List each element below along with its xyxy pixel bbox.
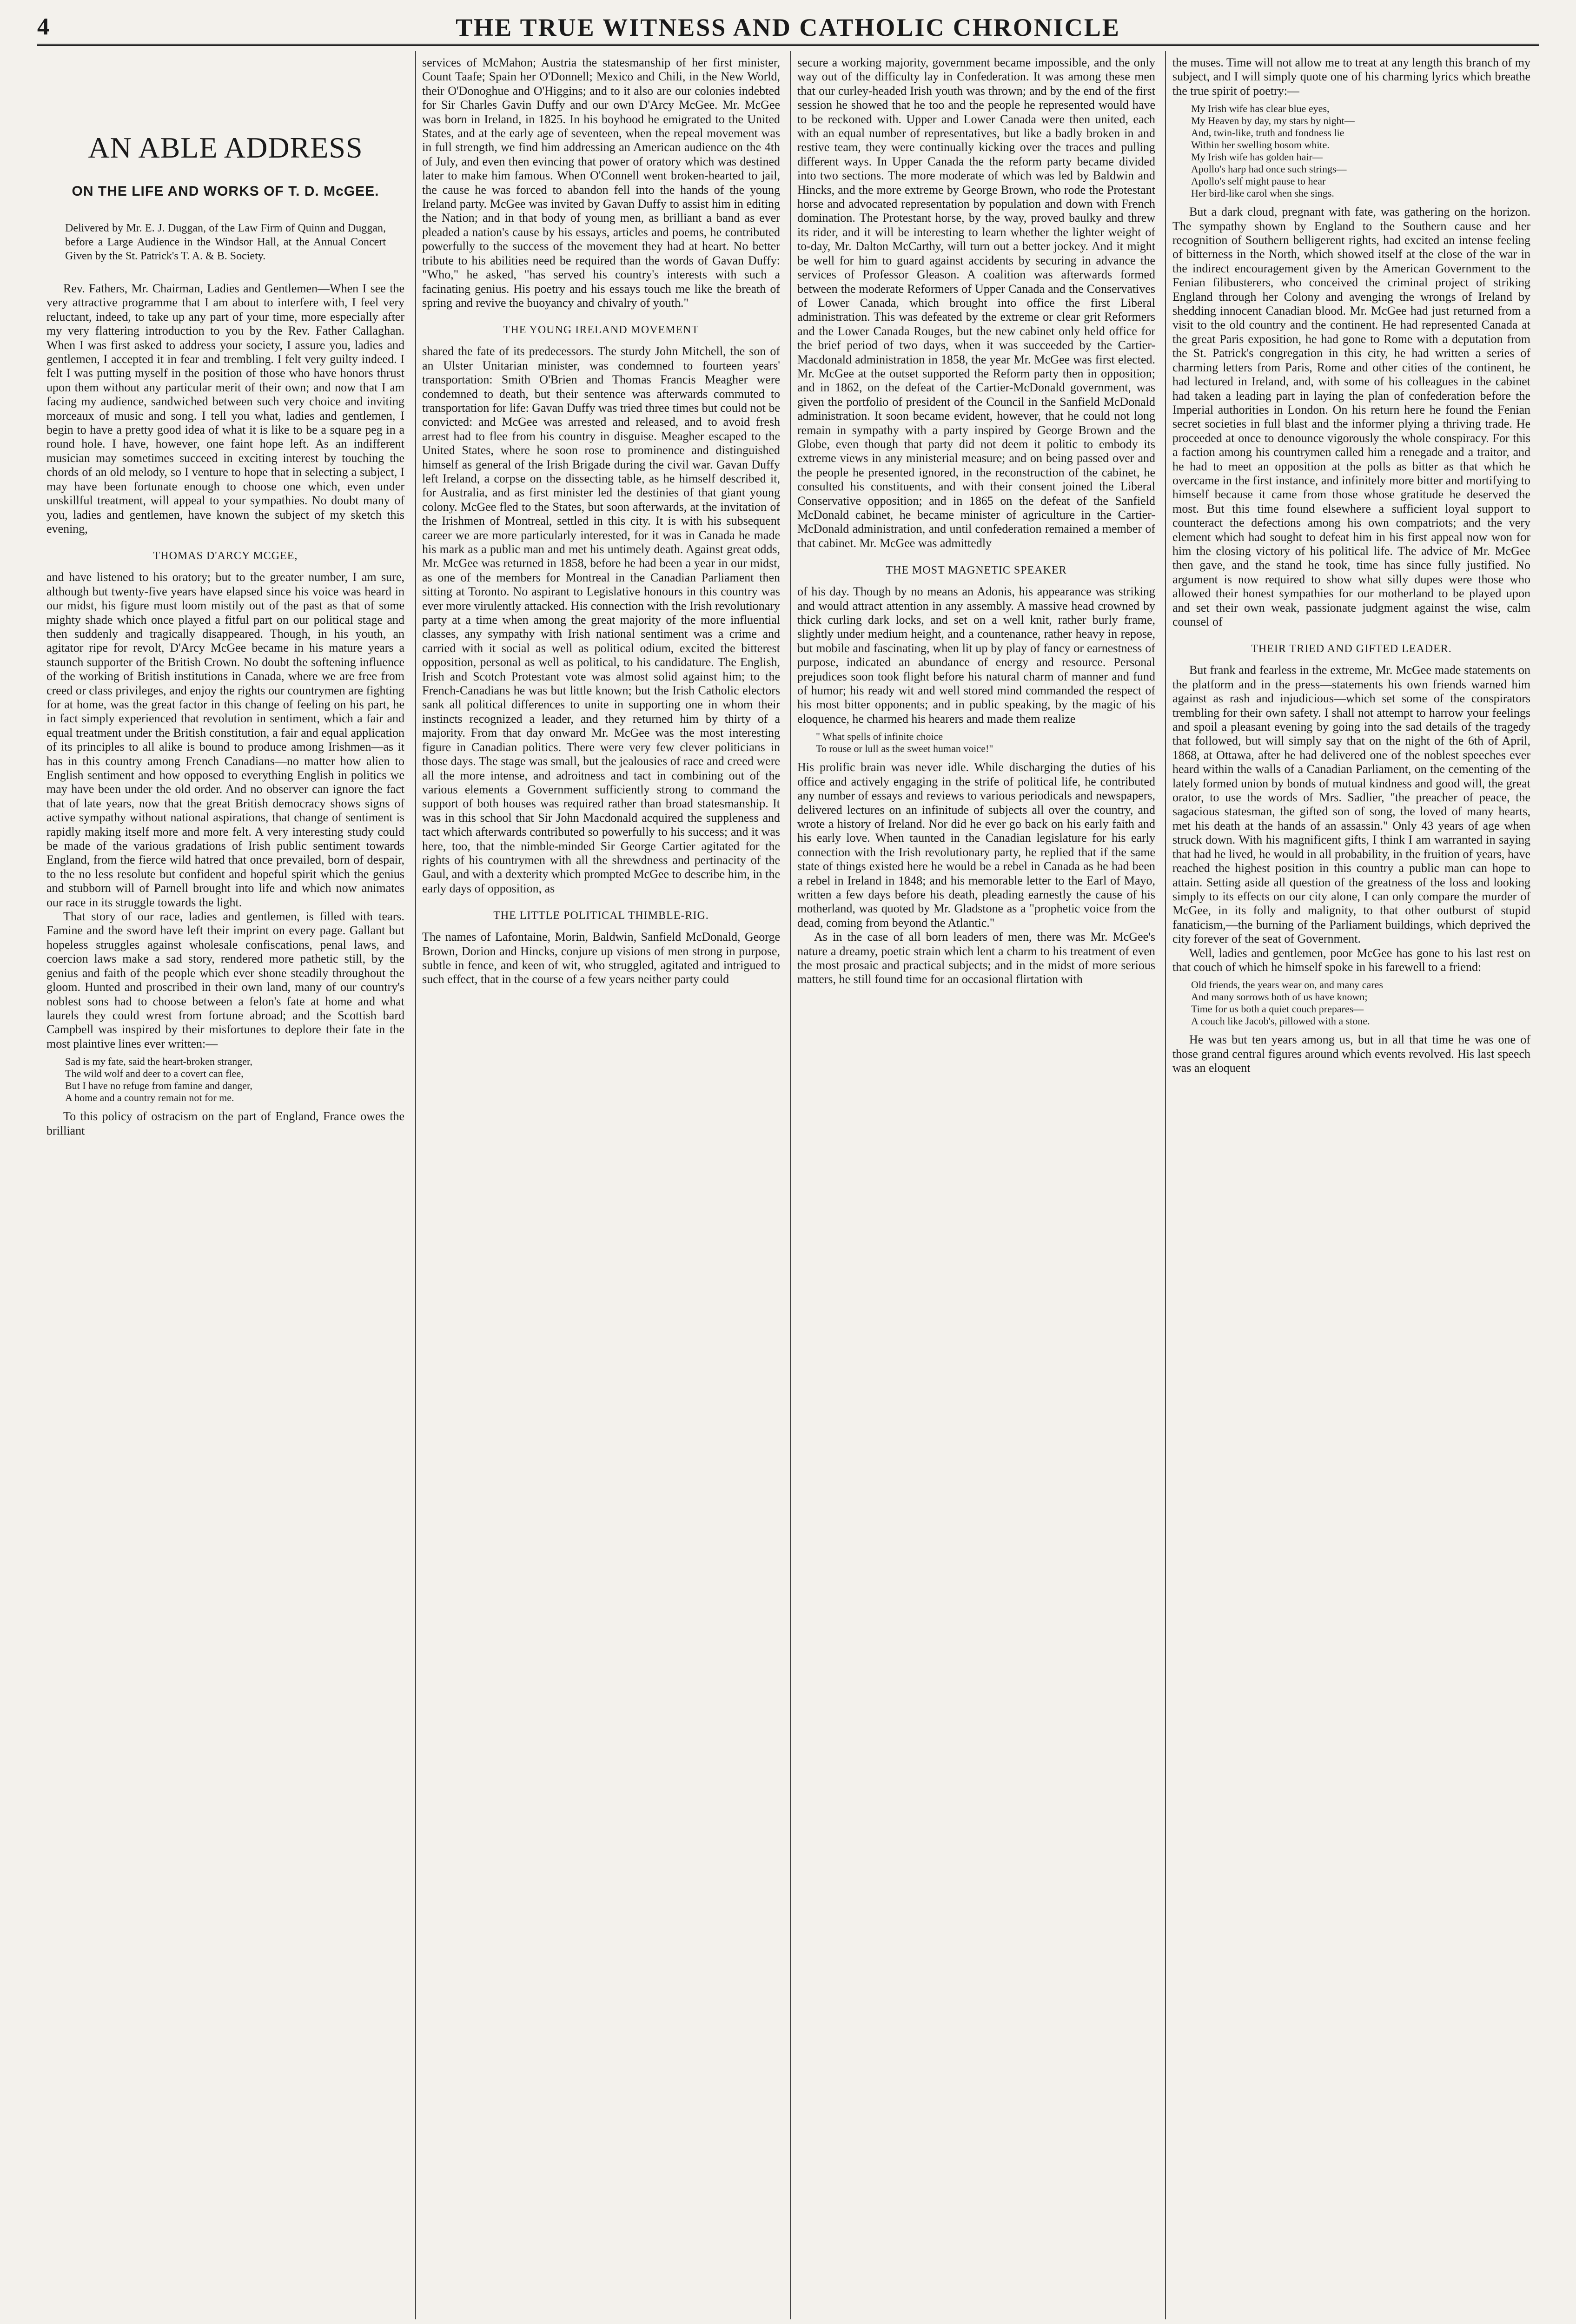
paragraph: secure a working majority, government became impossible, and the only way out of the difficulty lay in Confederation. It was among these men that our curley-headed Irish youth was thrown; and by the end of the first session he showed that he too and the people he represented would have to be reckoned with. Upper and Lower Canada were then united, each with an equal number of representatives, but like a badly broken in and restive team, they were continually kicking over the traces and pulling different ways. In Upper Canada the the reform party became divided into two sections. The more moderate of which was led by Baldwin and Hincks, and the more extreme by George Brown, who rode the Protestant horse and advocated representation by population and down with French domination. The Protestant horse, by the way, proved baulky and threw its rider, and it will be interesting to learn whether the lighter weight of to-day, Mr. Dalton McCarthy, will turn out a better jockey. And it might be well for him to guard against accidents by securing in advance the services of Professor Gleason. A coalition was afterwards formed between the moderate Reformers of Upper Canada and the Conservatives of Lower Canada, which brought into office the first Liberal administration. This was defeated by the extreme or clear grit Reformers and the Lower Canada Rouges, but the new cabinet only held office for the brief period of two days, when it was succeeded by the Cartier-Macdonald administration in 1858, the year Mr. McGee was first elected. Mr. McGee at the outset supported the Reform party then in opposition; and in 1862, on the defeat of the Cartier-McDonald government, was given the portfolio of president of the Council in the Sanfield McDonald administration. It soon became evident, however, that he could not long remain in sympathy with a party inspired by George Brown and the Globe, even though that party did not deem it politic to embody its extreme views in any ministerial measure; and on being passed over and the people he presented ignored, in the reconstruction of the cabinet, he consulted his constituents, and with their consent joined the Liberal Conservative opposition; and in 1865 on the defeat of the Sanfield McDonald cabinet, he became minister of agriculture in the Cartier-McDonald administration, and until confederation remained a member of that cabinet. Mr. McGee was admittedly bbox=[797, 56, 1155, 550]
newspaper-title: THE TRUE WITNESS AND CATHOLIC CHRONICLE bbox=[456, 13, 1120, 41]
column-rule bbox=[790, 51, 791, 2319]
verse-line: And, twin-like, truth and fondness lie bbox=[1191, 127, 1344, 139]
verse-line: Sad is my fate, said the heart-broken stranger, bbox=[65, 1056, 252, 1068]
paragraph: As in the case of all born leaders of men, there was Mr. McGee's nature a dreamy, poetic strain which lent a charm to his treatment of even the most prosaic and practical subjects; and in the midst of more serious matters, he still found time for an occasional flirtation with bbox=[797, 930, 1155, 986]
section-heading: THEIR TRIED AND GIFTED LEADER. bbox=[1251, 643, 1452, 655]
paragraph: the muses. Time will not allow me to treat at any length this branch of my subject, and I will simply quote one of his charming lyrics which breathe the true spirit of poetry:— bbox=[1172, 56, 1530, 98]
paragraph: services of McMahon; Austria the statesmanship of her first minister, Count Taafe; Spain her O'Donnell; Mexico and Chili, in the New World, their O'Donoghue and O'Higgins; and to it also are our colonies indebted for Sir Charles Gavin Duffy and our own D'Arcy McGee. Mr. McGee was born in Ireland, in 1825. In his boyhood he emigrated to the United States, and at the early age of seventeen, when the repeal movement was in full strength, we find him addressing an American audience on the 4th of July, and even then evincing that power of oratory which was destined later to make him famous. When O'Connell went broken-hearted to jail, the cause he was forced to abandon fell into the hands of the young Ireland party. McGee was invited by Gavan Duffy to assist him in editing the Nation; and in that body of young men, as brilliant a band as ever pleaded a nation's cause by his essays, articles and poems, he contributed powerfully to the success of the movement they had at heart. No better tribute to his abilities need be required than the words of Gavan Duffy: "Who," he asked, "has served his country's interests with such a facinating genius. His poetry and his essays touch me like the breath of spring and revive the buoyancy and chivalry of youth." bbox=[422, 56, 780, 310]
section-heading: THE LITTLE POLITICAL THIMBLE-RIG. bbox=[493, 910, 709, 922]
article-deck: Delivered by Mr. E. J. Duggan, of the Law Firm of Quinn and Duggan, before a Large Audience in the Windsor Hall, at the Annual Concert Given by the St. Patrick's T. A. & B. Society. bbox=[65, 222, 386, 262]
masthead bbox=[37, 13, 1539, 46]
verse-line: Her bird-like carol when she sings. bbox=[1191, 187, 1334, 199]
paragraph: and have listened to his oratory; but to the greater number, I am sure, although but twenty-five years have elapsed since his voice was heard in our midst, his figure must loom mistily out of the past as that of some mighty shade which once played a fitful part on our political stage and then suddenly and tragically disappeared. Though, in his youth, an agitator ripe for revolt, D'Arcy McGee became in his mature years a staunch supporter of the British Crown. No doubt the softening influence of the working of British institutions in Canada, where we are free from creed or class privileges, and enjoy the rights our countrymen are fighting for at home, was the great factor in this change of feeling on his part, he in fact simply experienced that revolution in sentiment, which a fair and equal treatment under the British constitution, a fair and equal application of its principles to all alike is bound to produce among Irishmen—as it has in this country among French Canadians—no matter how alien to English sentiment and how opposed to everything English in politics we may have been under the old order. And no observer can ignore the fact that of late years, now that the great British democracy shows signs of active sympathy without national aspirations, that change of sentiment is rapidly making itself more and more felt. A very interesting study could be made of the various gradations of Irish public sentiment towards England, from the fierce wild hatred that once prevailed, born of despair, to the no less resolute but confident and hopeful spirit which the genius and stubborn will of Parnell brought into life and which now animates our race in its struggle towards the light. bbox=[46, 570, 404, 909]
verse-line: Old friends, the years wear on, and many cares bbox=[1191, 979, 1383, 991]
article-subhead: ON THE LIFE AND WORKS OF T. D. McGEE. bbox=[72, 184, 379, 199]
column-3 bbox=[797, 56, 1155, 2315]
verse-quote bbox=[1191, 979, 1521, 1027]
paragraph: He was but ten years among us, but in all that time he was one of those grand central figures around which events revolved. His last speech was an eloquent bbox=[1172, 1033, 1530, 1075]
verse-line: My Irish wife has clear blue eyes, bbox=[1191, 103, 1330, 115]
paragraph: To this policy of ostracism on the part of England, France owes the brilliant bbox=[46, 1109, 404, 1137]
paragraph: Well, ladies and gentlemen, poor McGee has gone to his last rest on that couch of which he himself spoke in his farewell to a friend: bbox=[1172, 946, 1530, 974]
paragraph: But a dark cloud, pregnant with fate, was gathering on the horizon. The sympathy shown by England to the Southern cause and her recognition of Southern belligerent rights, had excited an intense feeling of bitterness in the North, which showed itself at the close of the war in the indirect encouragement given by the American Government to the Fenian filibusterers, who conceived the criminal project of striking England through her Colony and avenging the wrongs of Ireland by shedding innocent Canadian blood. Mr. McGee had just returned from a visit to the old country and the continent. He had represented Canada at the great Paris exposition, he had gone to Rome with a deputation from the St. Patrick's congregation in this city, he had written a series of charming letters from Paris, Rome and other cities of the continent, he had lectured in Ireland, and, with some of his colleagues in the cabinet had taken a leading part in laying the plan of confederation before the Imperial authorities in London. On his return here he found the Fenian secret societies in full blast and the informer plying a thriving trade. He proceeded at once to denounce vigorously the whole conspiracy. For this a faction among his countrymen called him a renegade and a traitor, and he had to meet an opposition at the polls as bitter as that which he overcame in the first instance, and infinitely more bitter and mortifying to himself because it came from those whose gratitude he deserved the most. But this time found elsewhere a sufficient loyal support to counteract the defections among his own compatriots; and the very element which had sought to defeat him in his first appeal now won for him the closing victory of his political life. The advice of Mr. McGee then gave, and the stand he took, time has since fully justified. No argument is now required to show what silly dupes were those who allowed their honest sympathies for our motherland to be played upon and set their own weak, passionate judgment against the wise, calm counsel of bbox=[1172, 205, 1530, 628]
name-line: THOMAS D'ARCY MCGEE, bbox=[153, 550, 298, 562]
verse-line: A couch like Jacob's, pillowed with a stone. bbox=[1191, 1015, 1370, 1027]
page-number: 4 bbox=[37, 13, 49, 40]
verse-line: A home and a country remain not for me. bbox=[65, 1092, 234, 1104]
verse-line: But I have no refuge from famine and danger, bbox=[65, 1080, 252, 1092]
verse-line: To rouse or lull as the sweet human voice!" bbox=[816, 743, 993, 755]
column-2 bbox=[422, 56, 780, 2315]
verse-line: Apollo's harp had once such strings— bbox=[1191, 163, 1347, 175]
section-heading: THE MOST MAGNETIC SPEAKER bbox=[886, 564, 1067, 577]
verse-line: And many sorrows both of us have known; bbox=[1191, 991, 1368, 1003]
verse-line: My Irish wife has golden hair— bbox=[1191, 151, 1323, 163]
paragraph: shared the fate of its predecessors. The sturdy John Mitchell, the son of an Ulster Unitarian minister, was condemned to fourteen years' transportation: Smith O'Brien and Thomas Francis Meagher were condemned to death, but their sentence was afterwards commuted to transportation for life: Gavan Duffy was tried three times but could not be convicted: and McGee was arrested and released, and to avoid fresh arrest had to flee from his country in disguise. Meagher escaped to the United States, where he soon rose to prominence and distinguished himself as general of the Irish Brigade during the civil war. Gavan Duffy left Ireland, a corpse on the dissecting table, as he himself described it, for Australia, and as first minister led the destinies of that giant young colony. McGee fled to the States, but soon afterwards, at the invitation of the Irishmen of Montreal, settled in this city. It is with his subsequent career we are more particularly interested, for it was in Canada he made his mark as a public man and met his untimely death. Against great odds, Mr. McGee was returned in 1858, before he had been a year in our midst, as one of the members for Montreal in the Canadian Parliament then sitting at Toronto. No aspirant to Legislative honours in this country was ever more virulently attacked. His connection with the Irish revolutionary party at a time when among the great majority of the more influential classes, any sympathy with Irish national sentiment was a crime and carried with it social as well as political odium, excited the bitterest opposition, personal as well as political, to his candidature. The English, Irish and Scotch Protestant vote was almost solid against him; to the French-Canadians he was but little known; but the Irish Catholic electors sank all political differences to unite in supporting one in whom their instincts recognized a leader, and they returned him by thirty of a majority. From that day onward Mr. McGee was the most interesting figure in Canadian politics. There were very few clever politicians in those days. The stage was small, but the jealousies of race and creed were all the more intense, and adroitness and tact in combining out of the various elements a Government sufficiently strong to command the support of both houses was required rather than broad statesmanship. It was in this school that Sir John Macdonald acquired the suppleness and tact which afterwards contributed so powerfully to his success; and it was here, too, that the nimble-minded Sir George Cartier agitated for the rights of his countrymen with all the shrewdness and pertinacity of the Gaul, and with a dexterity which prompted McGee to describe him, in the early days of opposition, as bbox=[422, 344, 780, 895]
verse-line: Apollo's self might pause to hear bbox=[1191, 175, 1326, 187]
column-4 bbox=[1172, 56, 1530, 2315]
column-1 bbox=[46, 56, 404, 2315]
paragraph: That story of our race, ladies and gentlemen, is filled with tears. Famine and the sword have left their imprint on every page. Gallant but hopeless struggles against wholesale confiscations, penal laws, and coercion laws make a sad story, rendered more pathetic still, by the genius and faith of the people which ever shone steadily throughout the gloom. Hunted and proscribed in their own land, many of our country's noblest sons had to choose between a felon's fate at home and what laurels they could wrest from fortune abroad; and the Scottish bard Campbell was inspired by their misfortunes to deplore their fate in the most plaintive lines ever written:— bbox=[46, 910, 404, 1050]
section-heading: THE YOUNG IRELAND MOVEMENT bbox=[503, 324, 699, 337]
column-rule bbox=[1165, 51, 1166, 2319]
paragraph: His prolific brain was never idle. While discharging the duties of his office and actively engaging in the strife of political life, he contributed any number of essays and reviews to various periodicals and newspapers, delivered lectures on an infinitude of subjects all over the country, and wrote a history of Ireland. Nor did he ever go back on his early faith and his early love. When taunted in the Canadian legislature for his early connection with the Irish revolutionary party, he replied that if the same state of things existed here he would be a rebel in Canada as he had been a rebel in Ireland in 1848; and his memorable letter to the Earl of Mayo, written a few days before his death, pleading earnestly the cause of his motherland, was quoted by Mr. Gladstone as a "prophetic voice from the dead, coming from beyond the Atlantic." bbox=[797, 760, 1155, 930]
verse-quote bbox=[65, 1056, 395, 1104]
paragraph: Rev. Fathers, Mr. Chairman, Ladies and Gentlemen—When I see the very attractive programme that I am about to interfere with, I feel very reluctant, indeed, to take up any part of your time, more especially after my very flattering introduction to you by the Rev. Father Callaghan. When I was first asked to address your society, I assure you, ladies and gentlemen, I accepted it in fear and trembling. I felt very guilty indeed. I felt I was putting myself in the position of those who have honors thrust upon them without any particular merit of their own; and now that I am facing my audience, sandwiched between such very choice and inviting morceaux of music and song. I tell you what, ladies and gentlemen, I begin to have a pretty good idea of what it is like to be a square peg in a round hole. I have, however, one faint hope left. As an indifferent musician may sometimes succeed in exciting interest by touching the chords of an old melody, so I venture to hope that in selecting a subject, I may have been fortunate enough to choose one which, even under unskillful treatment, will appeal to your sympathies. No doubt many of you, ladies and gentlemen, have known the subject of my sketch this evening, bbox=[46, 282, 404, 535]
verse-line: My Heaven by day, my stars by night— bbox=[1191, 115, 1355, 127]
paragraph: of his day. Though by no means an Adonis, his appearance was striking and would attract attention in any assembly. A massive head crowned by thick curling dark locks, and set on a well knit, rather burly frame, slightly under medium height, and a countenance, rather heavy in repose, but mobile and fascinating, when lit up by play of fancy or earnestness of purpose, indicated an abundance of energy and resource. Personal prejudices soon took flight before his natural charm of manner and fund of humor; his ready wit and well stored mind commanded the respect of his most bitter opponents; and in public speaking, by the magic of his eloquence, he charmed his hearers and made them realize bbox=[797, 585, 1155, 726]
column-rule bbox=[415, 51, 416, 2319]
verse-line: " What spells of infinite choice bbox=[816, 731, 943, 743]
verse-line: Within her swelling bosom white. bbox=[1191, 139, 1330, 151]
verse-line: The wild wolf and deer to a covert can flee, bbox=[65, 1068, 244, 1080]
paragraph: The names of Lafontaine, Morin, Baldwin, Sanfield McDonald, George Brown, Dorion and Hincks, conjure up visions of men strong in purpose, subtle in fence, and keen of wit, who struggled, agitated and intrigued to such effect, that in the course of a few years neither party could bbox=[422, 930, 780, 986]
article-headline: AN ABLE ADDRESS bbox=[88, 131, 363, 164]
verse-line: Time for us both a quiet couch prepares— bbox=[1191, 1003, 1364, 1015]
verse-quote bbox=[816, 731, 1146, 755]
paragraph: But frank and fearless in the extreme, Mr. McGee made statements on the platform and in the press—statements his own friends warned him against as rash and injudicious—which set some of the conspirators trembling for their own safety. I shall not attempt to harrow your feelings and spoil a pleasant evening by going into the sad details of the tragedy that followed, but will simply say that on the night of the 6th of April, 1868, at Ottawa, after he had delivered one of the noblest speeches ever heard within the walls of a Canadian Parliament, on the cementing of the lately formed union by bonds of mutual kindness and good will, the great orator, to use the words of Mrs. Sadlier, "the preacher of peace, the sagacious statesman, the gifted son of song, the loved of many hearts, met his death at the hands of an assassin." Only 43 years of age when struck down. With his magnificent gifts, I think I am warranted in saying that had he lived, he would in all probability, in the fruition of years, have reached the highest position in this country a public man can hope to attain. Setting aside all question of the greatness of the loss and looking simply to its effects on our city alone, I can only compare the murder of McGee, in its folly and malignity, to that other outburst of stupid fanaticism,—the burning of the Parliament buildings, which deprived the city forever of the seat of Government. bbox=[1172, 663, 1530, 946]
verse-quote bbox=[1191, 103, 1521, 199]
